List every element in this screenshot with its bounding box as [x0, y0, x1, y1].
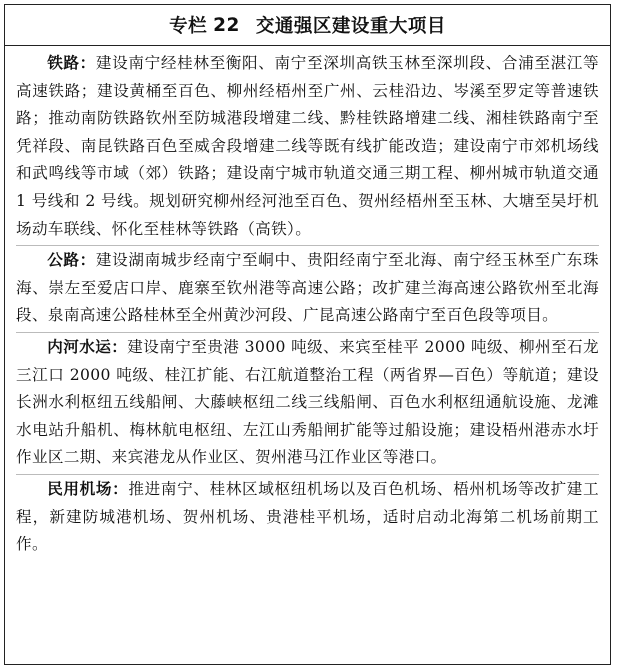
section-highway-heading: 公路：	[47, 251, 96, 270]
section-divider	[16, 474, 599, 475]
column-title-prefix: 专栏	[169, 16, 208, 37]
column-box	[4, 4, 611, 665]
section-highway-body: 建设湖南城步经南宁至峒中、贵阳经南宁至北海、南宁经玉林至广东珠海、崇左至爱店口岸、鹿寨至钦州港等高速公路；改扩建兰海高速公路钦州至北海段、泉南高速公路桂林至全州黄沙河段、广昆高速公路南宁至百色段等项目。	[16, 251, 599, 325]
section-highway	[16, 247, 599, 330]
section-railway-body: 建设南宁经桂林至衡阳、南宁至深圳高铁玉林至深圳段、合浦至湛江等高速铁路；建设黄桶至百色、柳州经梧州至广州、云桂沿边、岑溪至罗定等普速铁路；推动南防铁路钦州至防城港段增建二线、黔桂铁路增建二线、湘桂铁路南宁至凭祥段、南昆铁路百色至威舍段增建二线等既有线扩能改造；建设南宁市郊机场线和武鸣线等市域（郊）铁路；建设南宁城市轨道交通三期工程、柳州城市轨道交通 1 号线和 2 号线。规划研究柳州经河池至百色、贺州经梧州至玉林、大塘至吴圩机场动车联线、怀化至桂林等铁路（高铁）。	[16, 54, 599, 238]
section-waterway-heading: 内河水运：	[47, 337, 128, 356]
column-title-number: 22	[213, 14, 240, 36]
section-railway	[16, 50, 599, 243]
section-waterway-body: 建设南宁至贵港 3000 吨级、来宾至桂平 2000 吨级、柳州至石龙三江口 2000 吨级、桂江扩能、右江航道整治工程（两省界—百色）等航道；建设长洲水利枢纽五线船闸、大藤峡枢纽二线三线船闸、百色水利枢纽通航设施、龙滩水电站升船机、梅林航电枢纽、左江山秀船闸扩能等过船设施；建设梧州港赤水圩作业区二期、来宾港龙从作业区、贺州港马江作业区等港口。	[16, 337, 599, 467]
section-airport-heading: 民用机场：	[47, 479, 129, 498]
section-airport-body: 推进南宁、桂林区域枢纽机场以及百色机场、梧州机场等改扩建工程，新建防城港机场、贺州机场、贵港桂平机场，适时启动北海第二机场前期工作。	[16, 479, 599, 554]
section-railway-heading: 铁路：	[47, 54, 96, 72]
section-waterway	[16, 334, 599, 472]
column-content	[5, 46, 610, 559]
section-airport	[16, 476, 599, 559]
column-title-text: 交通强区建设重大项目	[255, 16, 446, 37]
column-title	[5, 5, 610, 46]
section-divider	[16, 332, 599, 333]
section-divider	[16, 245, 599, 246]
